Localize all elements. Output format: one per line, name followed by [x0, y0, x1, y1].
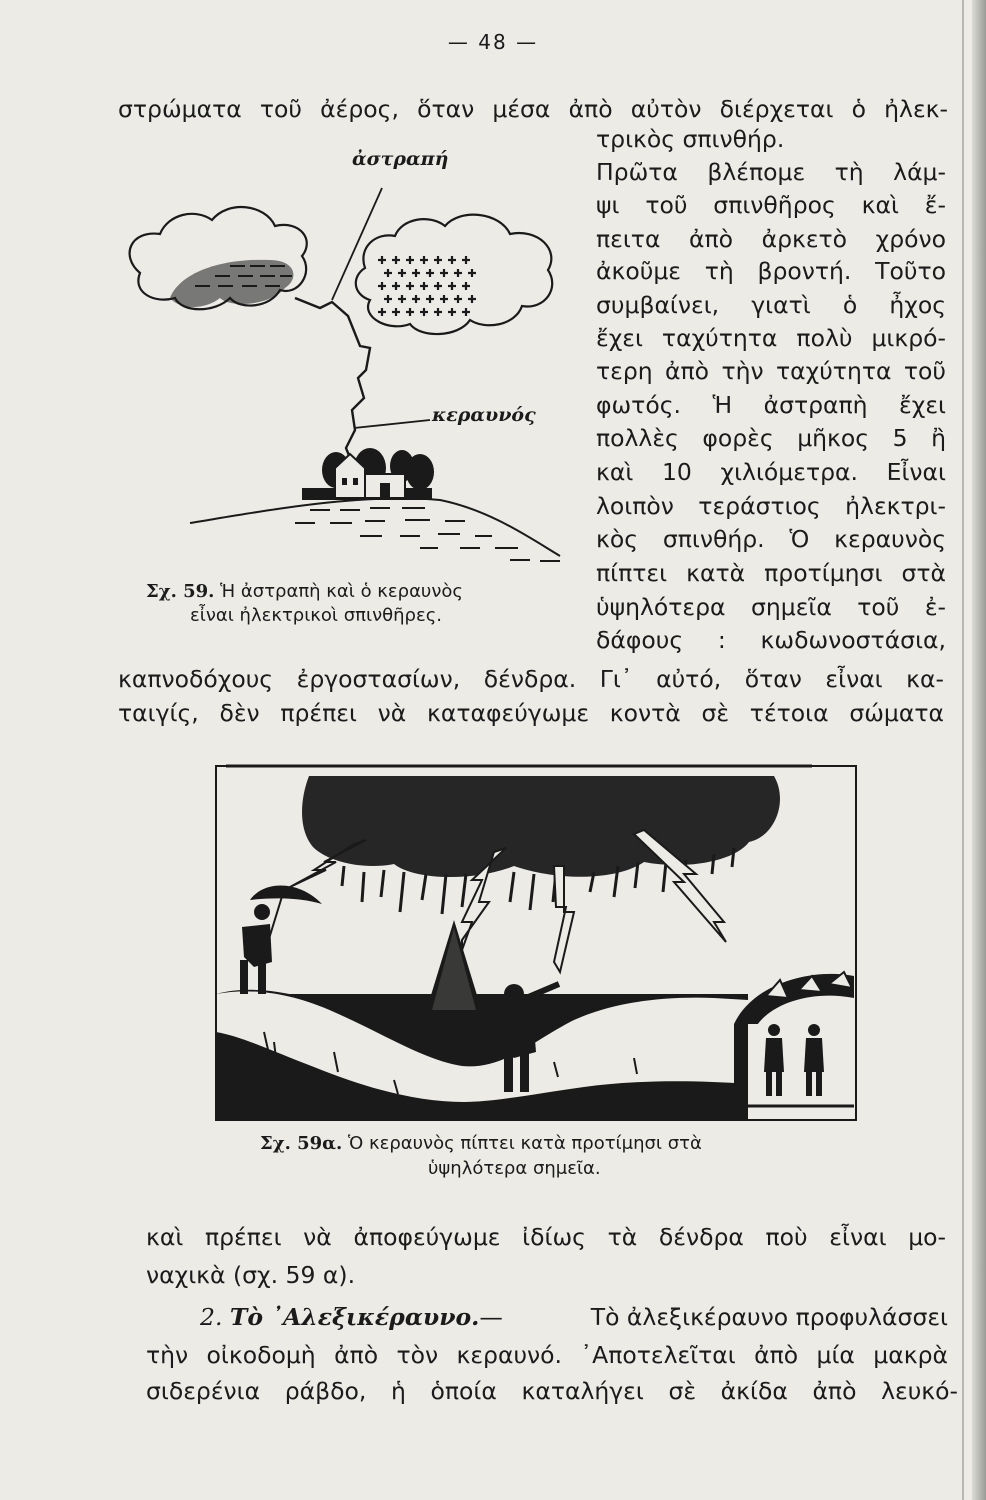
text-line: πειτα ἀπὸ ἀρκετὸ χρόνο — [596, 225, 946, 253]
figure-59a-caption-line2: ὑψηλότερα σημεῖα. — [428, 1158, 601, 1179]
text-line: ναχικὰ (σχ. 59 α). — [146, 1261, 356, 1289]
text-line: πολλὲς φορὲς μῆκος 5 ἢ — [596, 424, 946, 452]
page-edge-shadow — [972, 0, 986, 1500]
text-line: κὸς σπινθήρ. Ὁ κεραυνὸς — [596, 525, 946, 553]
page-edge-line — [962, 0, 964, 1500]
figure-59a-lightning-scene-illustration — [214, 762, 864, 1124]
text-line: δάφους : κωδωνοστάσια, — [596, 626, 946, 654]
text-line: ἔχει ταχύτητα πολὺ μικρό- — [596, 324, 946, 352]
figure-59-caption-line1 — [146, 580, 463, 604]
label-thunderbolt: κεραυνός — [432, 404, 536, 426]
figure-59a-caption-number: Σχ. 59α. — [260, 1133, 343, 1154]
figure-59a-caption-line1 — [260, 1132, 702, 1156]
text-line: τὴν οἰκοδομὴ ἀπὸ τὸν κεραυνό. ᾽Αποτελεῖται ἀπὸ μία μακρὰ — [146, 1341, 948, 1369]
section-line1-text: Τὸ ἀλεξικέραυνο προφυλάσσει — [590, 1303, 948, 1331]
page-number: — 48 — — [447, 30, 539, 54]
text-line: Πρῶτα βλέπομε τὴ λάμ- — [596, 158, 946, 186]
text-line: ὑψηλότερα σημεῖα τοῦ ἐ- — [596, 593, 946, 621]
text-line: ψι τοῦ σπινθῆρος καὶ ἔ- — [596, 191, 946, 219]
section-dash: — — [479, 1303, 503, 1331]
text-line: λοιπὸν τεράστιος ἠλεκτρι- — [596, 492, 946, 520]
text-line: τρικὸς σπινθήρ. — [596, 125, 785, 153]
section-title: Τὸ ᾽Αλεξικέραυνο. — [229, 1303, 480, 1331]
text-line: φωτός. Ἡ ἀστραπὴ ἔχει — [596, 391, 946, 419]
figure-59-caption-text: Ἡ ἀστραπὴ καὶ ὁ κεραυνὸς — [220, 581, 463, 602]
text-line: συμβαίνει, γιατὶ ὁ ἦχος — [596, 291, 946, 319]
text-line: καὶ πρέπει νὰ ἀποφεύγωμε ἰδίως τὰ δένδρα ποὺ εἶναι μο- — [146, 1223, 946, 1251]
figure-59a-caption-text: Ὁ κεραυνὸς πίπτει κατὰ προτίμησι στὰ — [348, 1133, 702, 1154]
text-line: καὶ 10 χιλιόμετρα. Εἶναι — [596, 458, 946, 486]
figure-59-lightning-illustration — [120, 148, 600, 578]
section-number: 2. — [200, 1303, 223, 1331]
section-heading-line — [200, 1302, 948, 1332]
figure-59-caption-line2: εἶναι ἠλεκτρικοὶ σπινθῆρες. — [190, 605, 442, 626]
text-line: πίπτει κατὰ προτίμησι στὰ — [596, 559, 946, 587]
text-line: ἀκοῦμε τὴ βροντή. Τοῦτο — [596, 257, 946, 285]
text-line: καπνοδόχους ἐργοστασίων, δένδρα. Γι᾽ αὐτό, ὅταν εἶναι κα- — [118, 665, 944, 693]
text-line: ταιγίς, δὲν πρέπει νὰ καταφεύγωμε κοντὰ σὲ τέτοια σώματα — [118, 699, 944, 727]
label-lightning: ἀστραπή — [352, 148, 449, 170]
text-line: στρώματα τοῦ ἀέρος, ὅταν μέσα ἀπὸ αὐτὸν διέρχεται ὁ ἠλεκ- — [118, 95, 948, 123]
text-line: σιδερένια ράβδο, ἡ ὁποία καταλήγει σὲ ἀκίδα ἀπὸ λευκό- — [146, 1377, 958, 1405]
figure-59-caption-number: Σχ. 59. — [146, 581, 215, 602]
text-line: τερη ἀπὸ τὴν ταχύτητα τοῦ — [596, 357, 946, 385]
